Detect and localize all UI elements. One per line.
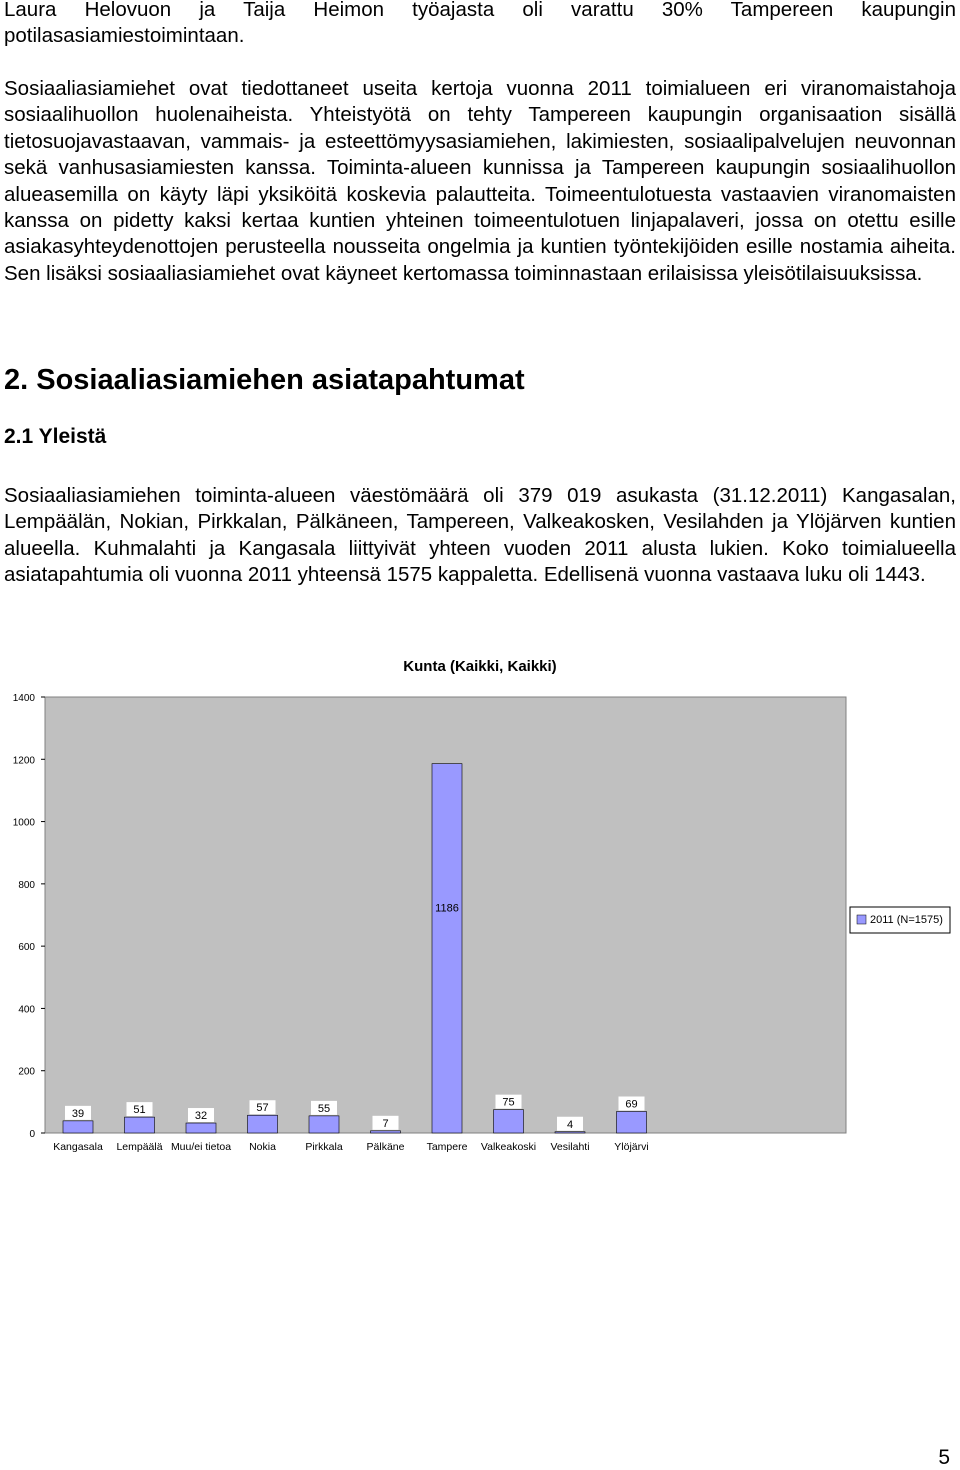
bar-chart (0, 640, 960, 1160)
bar (494, 1110, 524, 1133)
data-label: 55 (317, 1102, 331, 1115)
legend-label: 2011 (N=1575) (870, 914, 943, 926)
x-tick-label: Ylöjärvi (614, 1141, 649, 1153)
data-label: 32 (194, 1110, 208, 1123)
data-label: 75 (502, 1096, 515, 1109)
data-label: 7 (382, 1117, 389, 1130)
y-tick-label: 1200 (12, 755, 35, 767)
bar (555, 1132, 585, 1133)
data-label: 69 (625, 1098, 638, 1111)
data-label: 4 (566, 1118, 574, 1131)
x-tick-label: Muu/ei tietoa (170, 1141, 232, 1153)
page-number: 5 (938, 1446, 950, 1469)
paragraph-3: Sosiaaliasiamiehen toiminta-alueen väestömäärä oli 379 019 asukasta (31.12.2011) Kangasalan, Lempäälän, Nokian, Pirkkalan, Pälkäneen, Tampereen, Valkeakosken, Vesilahden ja Ylöjärven kuntien alueella. Kuhmalahti ja Kangasala liittyivät yhteen vuoden 2011 alusta lukien. Koko toimialueella asiatapahtumia oli vuonna 2011 yhteensä 1575 kappaletta. Edellisenä vuonna vastaava luku oli 1443. (4, 484, 956, 587)
legend-swatch (857, 915, 866, 924)
x-tick-label: Pälkäne (366, 1141, 405, 1153)
x-tick-label: Lempäälä (116, 1141, 163, 1153)
y-tick-label: 1000 (12, 817, 35, 829)
x-tick-label: Kangasala (53, 1141, 103, 1153)
y-tick-label: 1400 (12, 693, 35, 704)
bar (432, 764, 462, 1133)
legend (850, 907, 950, 933)
y-tick-label: 200 (18, 1066, 35, 1078)
paragraph-1: Laura Helovuon ja Taija Heimon työajasta oli varattu 30% Tampereen kaupungin potilasasiamiestoimintaan. (4, 0, 956, 48)
bar (125, 1117, 155, 1133)
y-axis (13, 693, 45, 1140)
bar (63, 1121, 93, 1133)
section-heading: 2. Sosiaaliasiamiehen asiatapahtumat (4, 364, 525, 396)
data-label: 39 (71, 1107, 85, 1120)
bar (186, 1123, 216, 1133)
x-tick-label: Valkeakoski (480, 1141, 537, 1153)
paragraph-2: Sosiaaliasiamiehet ovat tiedottaneet useita kertoja vuonna 2011 toimialueen eri viranomaistahoja sosiaalihuollon huolenaiheista. Yhteistyötä on tehty Tampereen kaupungin organisaation sisällä tietosuojavastaavan, vammais- ja esteettömyysasiamiehen, lakimiesten, sosiaalipalvelujen neuvonnan sekä vanhusasiamiesten kanssa. Toiminta-alueen kunnissa ja Tampereen kaupungin sosiaalihuollon alueasemilla on käyty läpi yksiköitä koskevia palautteita. Toimeentulotuesta vastaavien viranomaisten kanssa on pidetty kaksi kertaa kuntien yhteinen toimeentulotuen linjapalaveri, jossa on otettu esille asiakasyhteydenottojen perusteella nousseita ongelmia ja kuntien työntekijöiden esille nostamia aiheita. Sen lisäksi sosiaaliasiamiehet ovat käyneet kertomassa toiminnastaan erilaisissa yleisötilaisuuksissa. (4, 77, 956, 285)
y-tick-label: 600 (18, 942, 35, 954)
bar (617, 1112, 647, 1133)
subsection-heading: 2.1 Yleistä (4, 425, 107, 448)
data-label: 51 (133, 1104, 146, 1117)
y-tick-label: 0 (29, 1129, 35, 1140)
x-tick-label: Nokia (249, 1141, 276, 1153)
bar (248, 1115, 278, 1133)
y-tick-label: 800 (18, 879, 35, 891)
data-label: 1186 (435, 902, 459, 915)
x-axis (53, 1141, 649, 1153)
x-tick-label: Vesilahti (550, 1141, 590, 1153)
y-tick-label: 400 (18, 1004, 35, 1016)
data-label: 57 (256, 1102, 269, 1115)
chart-title: Kunta (Kaikki, Kaikki) (403, 658, 557, 675)
x-tick-label: Tampere (426, 1141, 468, 1153)
bar (309, 1116, 339, 1133)
x-tick-label: Pirkkala (305, 1141, 343, 1153)
bar (371, 1131, 401, 1133)
